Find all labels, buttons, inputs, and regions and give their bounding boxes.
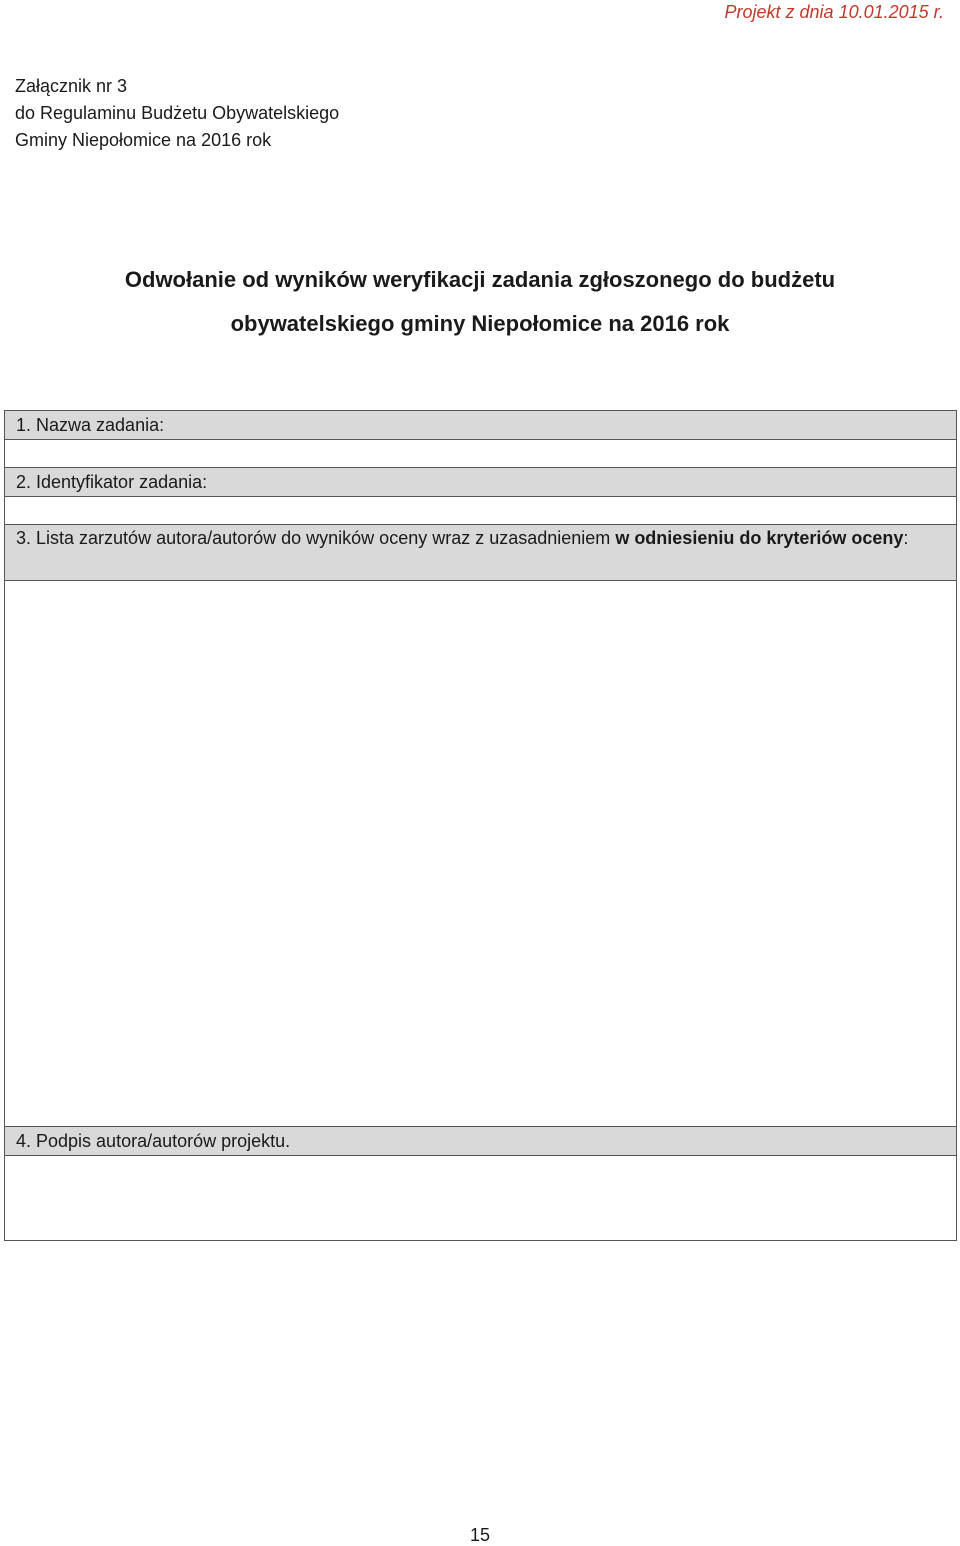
task-id-label: 2. Identyfikator zadania:	[5, 468, 957, 497]
document-title	[0, 258, 960, 346]
task-name-entry-row	[5, 440, 957, 468]
objections-entry-row	[5, 581, 957, 1127]
task-name-field[interactable]	[5, 440, 957, 468]
draft-date-note: Projekt z dnia 10.01.2015 r.	[724, 2, 944, 22]
objections-label-text: 3. Lista zarzutów autora/autorów do wyników oceny wraz z uzasadnieniem	[16, 528, 616, 548]
objections-label-row	[5, 525, 957, 581]
task-id-entry-row	[5, 497, 957, 525]
page-number: 15	[469, 1525, 491, 1545]
attachment-regulation: do Regulaminu Budżetu Obywatelskiego	[15, 103, 340, 123]
appeal-form-table	[4, 410, 957, 1241]
objections-label-emphasis: w odniesieniu do kryteriów oceny	[615, 528, 904, 548]
attachment-municipality: Gminy Niepołomice na 2016 rok	[15, 130, 272, 150]
signature-label-row	[5, 1127, 957, 1156]
task-name-label-row	[5, 411, 957, 440]
task-name-label: 1. Nazwa zadania:	[5, 411, 957, 440]
signature-entry-row	[5, 1156, 957, 1241]
objections-field[interactable]	[5, 581, 957, 1127]
attachment-header	[15, 73, 339, 154]
objections-label-colon: :	[903, 528, 909, 548]
signature-field[interactable]	[5, 1156, 957, 1241]
signature-label: 4. Podpis autora/autorów projektu.	[5, 1127, 957, 1156]
document-title-line-1: Odwołanie od wyników weryfikacji zadania zgłoszonego do budżetu	[124, 267, 836, 292]
task-id-field[interactable]	[5, 497, 957, 525]
attachment-number: Załącznik nr 3	[15, 76, 128, 96]
document-title-line-2: obywatelskiego gminy Niepołomice na 2016 rok	[230, 311, 730, 336]
task-id-label-row	[5, 468, 957, 497]
objections-label	[5, 525, 957, 581]
